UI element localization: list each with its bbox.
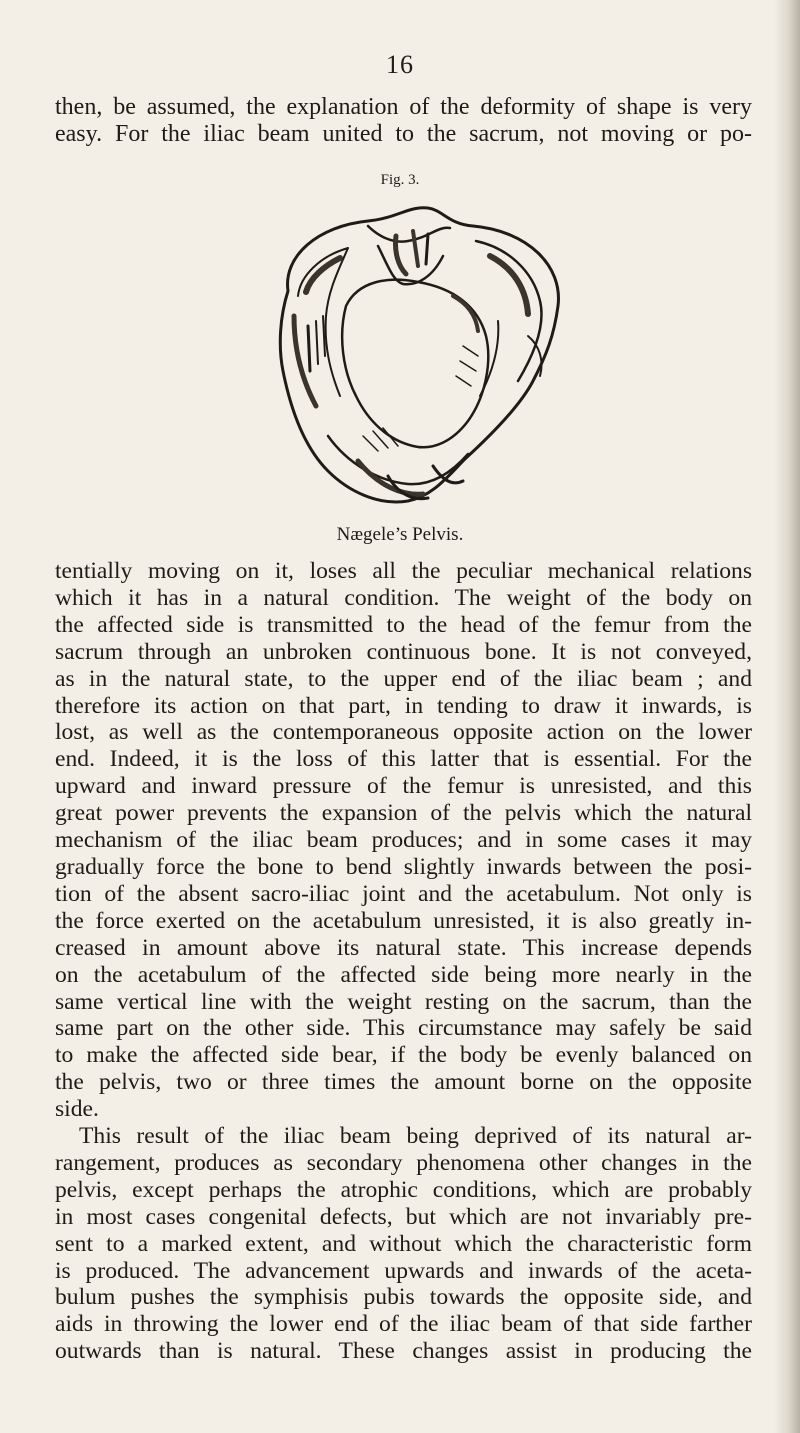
text-line: bulum pushes the symphisis pubis towards the opposite side, and <box>55 1284 752 1311</box>
text-line: This result of the iliac beam being deprived of its natural ar- <box>79 1123 752 1150</box>
text-line: sent to a marked extent, and without which the characteristic form <box>55 1230 752 1257</box>
text-line: which it has in a natural condition. The weight of the body on <box>55 584 752 611</box>
figure-label: Fig. 3. <box>380 172 420 188</box>
text-line: tion of the absent sacro-iliac joint and the acetabulum. Not only is <box>55 880 752 907</box>
page-number: 16 <box>386 50 414 79</box>
text-line: lost, as well as the contemporaneous opposite action on the lower <box>55 719 752 746</box>
text-line: great power prevents the expansion of the pelvis which the natural <box>55 800 752 827</box>
text-line: therefore its action on that part, in tending to draw it inwards, is <box>55 692 752 719</box>
text-line: pelvis, except perhaps the atrophic conditions, which are probably <box>55 1176 752 1203</box>
text-line: tentially moving on it, loses all the peculiar mechanical relations <box>55 558 752 584</box>
text-line: creased in amount above its natural state. This increase depends <box>55 934 752 961</box>
text-line: to make the affected side bear, if the body be evenly balanced on <box>55 1042 752 1069</box>
intro-paragraph <box>55 94 752 148</box>
text-line: the affected side is transmitted to the head of the femur from the <box>55 611 752 638</box>
text-line: the pelvis, two or three times the amount borne on the opposite <box>55 1069 752 1096</box>
text-line: in most cases congenital defects, but which are not invariably pre- <box>55 1203 752 1230</box>
text-line: then, be assumed, the explanation of the deformity of shape is very <box>55 94 752 120</box>
text-line: sacrum through an unbroken continuous bone. It is not conveyed, <box>55 638 752 665</box>
text-line: same vertical line with the weight resting on the sacrum, than the <box>55 988 752 1015</box>
text-line: outwards than is natural. These changes assist in producing the <box>55 1338 752 1365</box>
text-line: side. <box>55 1096 99 1123</box>
text-line: is produced. The advancement upwards and inwards of the aceta- <box>55 1257 752 1284</box>
text-line: upward and inward pressure of the femur is unresisted, and this <box>55 773 752 800</box>
text-line: aids in throwing the lower end of the iliac beam of that side farther <box>55 1311 752 1338</box>
text-line: as in the natural state, to the upper end of the iliac beam ; and <box>55 665 752 692</box>
text-line: easy. For the iliac beam united to the sacrum, not moving or po- <box>55 121 752 147</box>
pelvis-illustration <box>228 196 573 516</box>
body-paragraphs <box>55 558 752 1365</box>
text-line: mechanism of the iliac beam produces; and in some cases it may <box>55 827 752 854</box>
page-edge-shadow <box>774 0 800 1433</box>
text-line: end. Indeed, it is the loss of this latter that is essential. For the <box>55 746 752 773</box>
text-line: same part on the other side. This circumstance may safely be said <box>55 1015 752 1042</box>
text-line: rangement, produces as secondary phenomena other changes in the <box>55 1149 752 1176</box>
text-line: on the acetabulum of the affected side being more nearly in the <box>55 961 752 988</box>
figure-caption: Nægele’s Pelvis. <box>336 524 464 545</box>
text-line: gradually force the bone to bend slightly inwards between the posi- <box>55 853 752 880</box>
text-line: the force exerted on the acetabulum unresisted, it is also greatly in- <box>55 907 752 934</box>
